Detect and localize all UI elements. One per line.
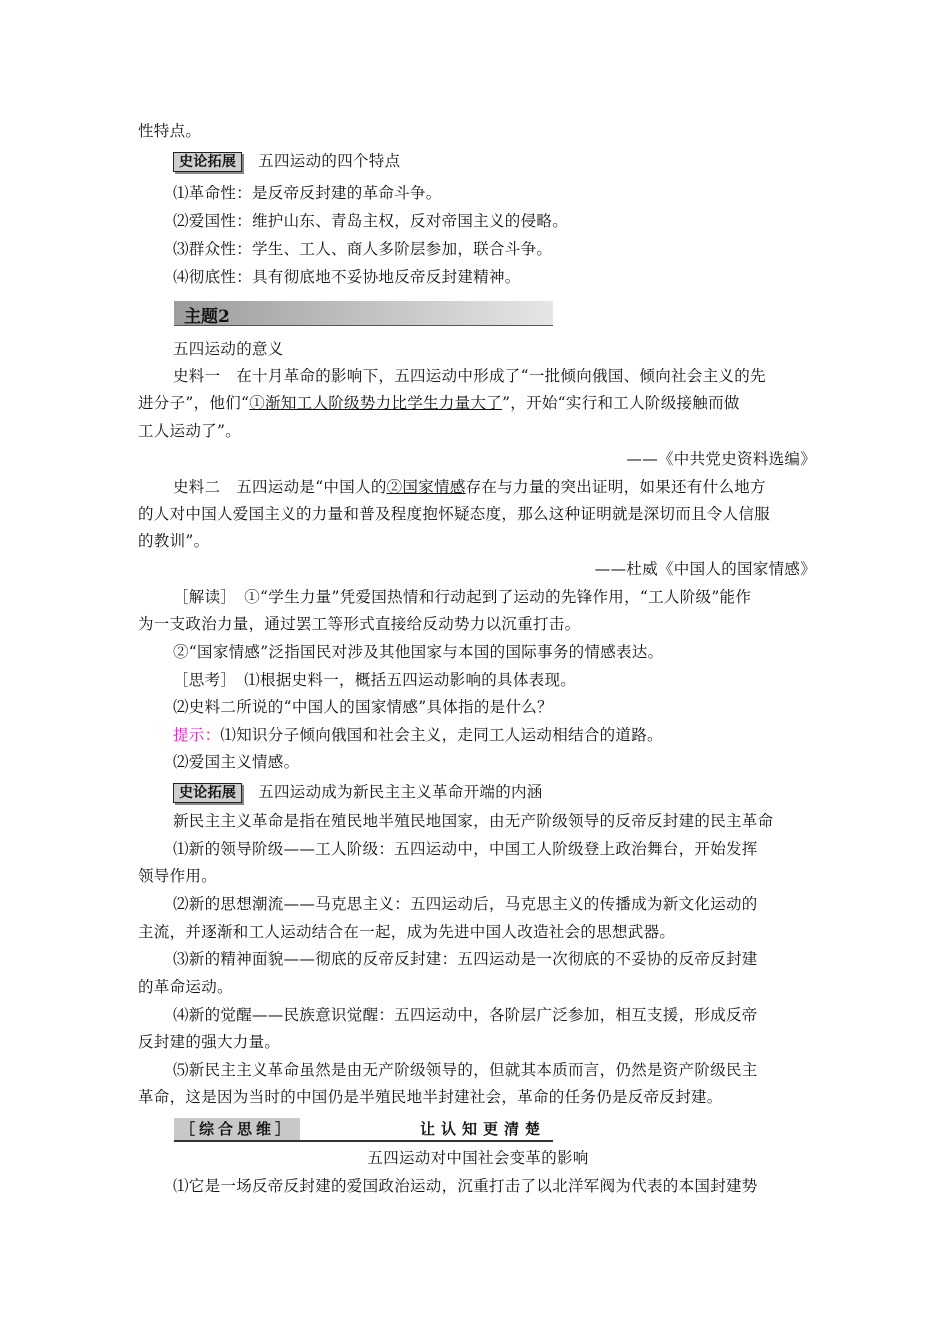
synthesis-banner — [174, 1118, 553, 1142]
hint-label: 提示： — [173, 726, 221, 744]
text-line: ⑵爱国性：维护山东、青岛主权，反对帝国主义的侵略。 — [173, 212, 569, 230]
text-line: 史料一 在十月革命的影响下，五四运动中形成了“一批倾向俄国、倾向社会主义的先 — [173, 367, 766, 385]
text-span: 进分子”，他们“ — [138, 394, 250, 412]
theme-label: 主题2 — [184, 307, 230, 327]
section-heading — [173, 782, 818, 803]
underlined-phrase: ②国家情感 — [386, 478, 466, 496]
text-line: 性特点。 — [138, 122, 202, 140]
text-line: 主流，并逐渐和工人运动结合在一起，成为先进中国人改造社会的思想武器。 — [138, 923, 676, 941]
text-line: 的人对中国人爱国主义的力量和普及程度抱怀疑态度，那么这种证明就是深切而且令人信服 — [138, 505, 771, 523]
source-citation: ——杜威《中国人的国家情感》 — [594, 560, 816, 578]
text-line: ⑷彻底性：具有彻底地不妥协地反帝反封建精神。 — [173, 268, 521, 286]
hint-line — [173, 725, 818, 745]
text-line: ［思考］ ⑴根据史料一，概括五四运动影响的具体表现。 — [173, 671, 577, 689]
text-line: 反封建的强大力量。 — [138, 1033, 281, 1051]
theme-banner — [174, 301, 553, 326]
text-line: 为一支政治力量，通过罢工等形式直接给反动势力以沉重打击。 — [138, 615, 581, 633]
text-line: ⑷新的觉醒——民族意识觉醒：五四运动中，各阶层广泛参加，相互支援，形成反帝 — [173, 1006, 758, 1024]
text-line: 新民主主义革命是指在殖民地半殖民地国家，由无产阶级领导的反帝反封建的民主革命 — [173, 812, 774, 830]
text-line: ②“国家情感”泛指国民对涉及其他国家与本国的国际事务的情感表达。 — [173, 643, 664, 661]
text-line: ⑴它是一场反帝反封建的爱国政治运动，沉重打击了以北洋军阀为代表的本国封建势 — [173, 1177, 758, 1195]
synthesis-tag: ［综合思维］ — [174, 1118, 300, 1140]
underlined-phrase: ①渐知工人阶级势力比学生力量大了 — [249, 394, 503, 412]
text-span: 史料二 五四运动是“中国人的 — [173, 478, 387, 496]
text-line: 工人运动了”。 — [138, 422, 242, 440]
text-line: 的教训”。 — [138, 532, 210, 550]
text-line: 五四运动的意义 — [173, 340, 284, 358]
text-line: ⑶群众性：学生、工人、商人多阶层参加，联合斗争。 — [173, 240, 553, 258]
text-span: 存在与力量的突出证明，如果还有什么地方 — [465, 478, 766, 496]
text-line: ⑸新民主主义革命虽然是由无产阶级领导的，但就其本质而言，仍然是资产阶级民主 — [173, 1061, 758, 1079]
text-line: 革命，这是因为当时的中国仍是半殖民地半封建社会，革命的任务仍是反帝反封建。 — [138, 1088, 723, 1106]
text-line: ⑵爱国主义情感。 — [173, 753, 300, 771]
source-citation: ——《中共党史资料选编》 — [626, 450, 816, 468]
history-expansion-tag: 史论拓展 — [173, 783, 242, 803]
text-line: ⑴革命性：是反帝反封建的革命斗争。 — [173, 184, 442, 202]
text-line: ［解读］ ①“学生力量”凭爱国热情和行动起到了运动的先锋作用，“工人阶级”能作 — [173, 588, 752, 606]
text-line — [138, 393, 818, 413]
history-expansion-tag: 史论拓展 — [173, 152, 242, 172]
text-line: 领导作用。 — [138, 867, 218, 885]
text-line: ⑴新的领导阶级——工人阶级：五四运动中，中国工人阶级登上政治舞台，开始发挥 — [173, 840, 758, 858]
subsection-title: 五四运动对中国社会变革的影响 — [367, 1149, 589, 1167]
section-heading — [173, 151, 818, 172]
section-title: 五四运动成为新民主主义革命开端的内涵 — [258, 783, 543, 801]
text-line: ⑵史料二所说的“中国人的国家情感”具体指的是什么？ — [173, 698, 553, 716]
synthesis-subtitle: 让认知更清楚 — [420, 1120, 547, 1138]
text-line: 的革命运动。 — [138, 978, 233, 996]
text-line: ⑶新的精神面貌——彻底的反帝反封建：五四运动是一次彻底的不妥协的反帝反封建 — [173, 950, 758, 968]
text-span: ”，开始“实行和工人阶级接触而做 — [502, 394, 740, 412]
section-title: 五四运动的四个特点 — [258, 152, 401, 170]
text-line — [173, 477, 818, 497]
text-line: ⑵新的思想潮流——马克思主义：五四运动后，马克思主义的传播成为新文化运动的 — [173, 895, 758, 913]
text-span: ⑴知识分子倾向俄国和社会主义，走同工人运动相结合的道路。 — [220, 726, 663, 744]
